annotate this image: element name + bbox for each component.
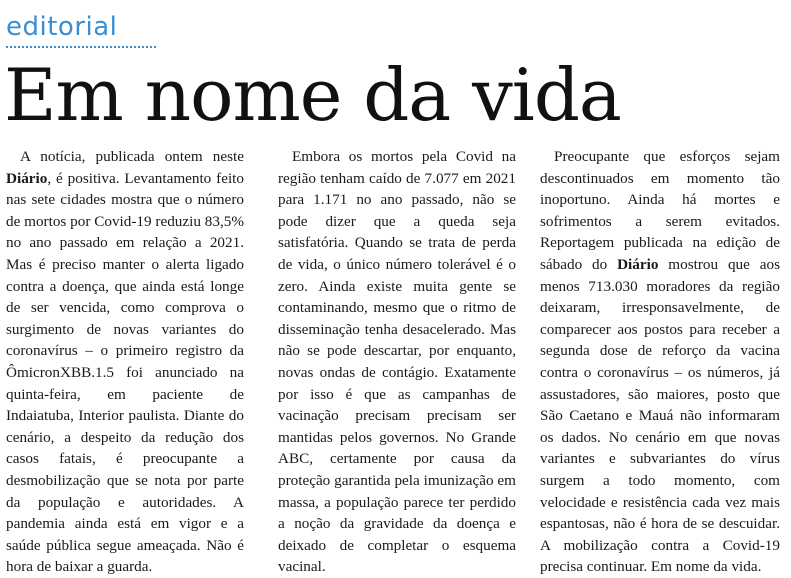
column-2 — [278, 146, 516, 578]
column-3-text-a: Preocupante que esforços sejam descontinuados em momento tão inoportuno. Ainda há mortes e sofrimentos a serem evitados. Reportagem publicada na edição de sábado do — [540, 148, 780, 273]
column-3-text-b: mostrou que aos menos 713.030 moradores da região deixaram, irresponsavelmente, de comparecer aos postos para receber a segunda dose de reforço da vacina contra o coronavírus – os números, já assustadores, são maiores, posto que São Caetano e Mauá não informaram os dados. No cenário em que novas variantes e subvariantes do vírus surgem a todo momento, com velocidade e resistência cada vez mais espantosas, não é hora de se descuidar. A mobilização contra a Covid-19 precisa continuar. Em nome da vida. — [540, 255, 780, 576]
section-rule — [6, 46, 156, 48]
column-2-text: Embora os mortos pela Covid na região tenham caído de 7.077 em 2021 para 1.171 no ano passado, não se pode dizer que a queda seja satisfatória. Quando se trata de perda de vida, o único número tolerável é o zero. Ainda existe muita gente se contaminando, mesmo que o ritmo de disseminação tenha desacelerado. Mas não se pode descartar, por enquanto, novas ondas de contágio. Exatamente por isso é que as campanhas de vacinação precisam precisam ser mantidas pelos governos. No Grande ABC, certamente por causa da proteção garantida pela imunização em massa, a população parece ter perdido a noção da gravidade da doença e deixado de completar o esquema vacinal. — [278, 148, 516, 576]
section-label: editorial — [6, 12, 118, 42]
column-3-publication-name: Diário — [617, 255, 659, 273]
column-1-text-b: , é positiva. Levantamento feito nas sete cidades mostra que o número de mortos por Covid-19 reduziu 83,5% no ano passado em relação a 2021. Mas é preciso manter o alerta ligado contra a doença, que ainda está longe de ser vencida, como comprova o surgimento de novas variantes do coronavírus – o primeiro registro da ÔmicronXBB.1.5 foi anunciado na quinta-feira, em paciente de Indaiatuba, Interior paulista. Diante do cenário, a despeito da redução dos casos fatais, é preocupante a desmobilização que se nota por parte da população e autoridades. A pandemia ainda está em vigor e a saúde pública segue ameaçada. Não é hora de baixar a guarda. — [6, 169, 244, 576]
column-3 — [540, 146, 780, 578]
headline: Em nome da vida — [4, 53, 621, 137]
column-1-text-a: A notícia, publicada ontem neste — [20, 148, 244, 165]
column-1 — [6, 146, 244, 578]
column-1-publication-name: Diário — [6, 169, 48, 187]
